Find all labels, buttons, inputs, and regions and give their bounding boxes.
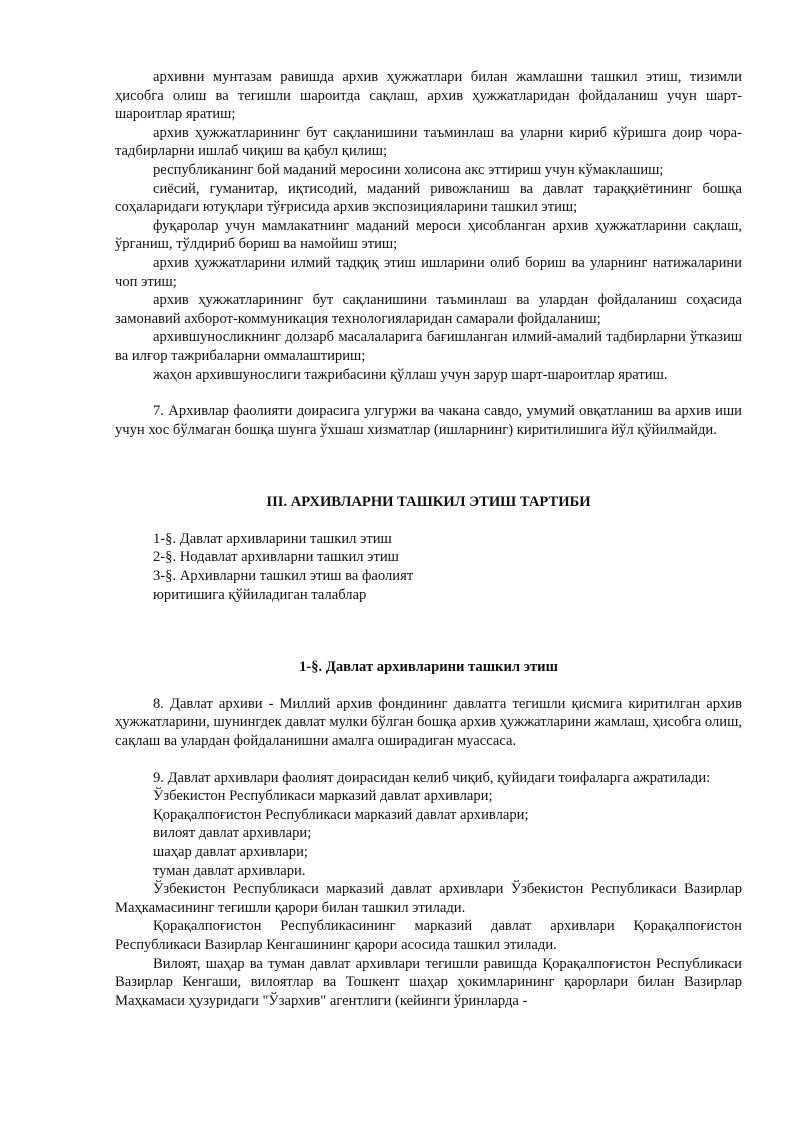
list-item: архив ҳужжатларининг бут сақланишини таъминлаш ва уларни кириб кўришга доир чора-тадбирларни ишлаб чиқиш ва қабул қилиш;: [115, 124, 742, 160]
list-item: туман давлат архивлари.: [153, 862, 306, 879]
list-item: архившуносликнинг долзарб масалаларига бағишланган илмий-амалий тадбирларни ўтказиш ва илғор тажрибаларни оммалаштириш;: [115, 329, 742, 364]
toc-item: юритишига қўйиладиган талаблар: [153, 586, 367, 603]
list-item: республиканинг бой маданий меросини холисона акс эттириш учун кўмаклашиш;: [153, 161, 664, 178]
section-3-title: III. АРХИВЛАРНИ ТАШКИЛ ЭТИШ ТАРТИБИ: [266, 494, 591, 511]
list-item: фуқаролар учун мамлакатнинг маданий мероси ҳисобланган архив ҳужжатларини сақлаш, ўрганиш, тўлдириб бориш ва намойиш этиш;: [115, 217, 742, 253]
toc-item: 1-§. Давлат архивларини ташкил этиш: [153, 530, 392, 547]
section-toc: [115, 530, 742, 604]
toc-item: 2-§. Нодавлат архивларни ташкил этиш: [153, 549, 399, 566]
list-item: архив ҳужжатларини илмий тадқиқ этиш ишларини олиб бориш ва уларнинг натижаларини чоп этиш;: [115, 254, 742, 290]
paragraph-9-intro: 9. Давлат архивлари фаолият доирасидан келиб чиқиб, қуйидаги тоифаларга ажратилади:: [153, 769, 711, 786]
document-page: [115, 68, 742, 1010]
subsection-1-title: 1-§. Давлат архивларини ташкил этиш: [299, 659, 558, 676]
list-item: шаҳар давлат архивлари;: [153, 844, 308, 860]
list-item: сиёсий, гуманитар, иқтисодий, маданий ривожланиш ва давлат тараққиётининг бошқа соҳаларидаги ютуқлари тўғрисида архив экспозицияларини ташкил этиш;: [115, 180, 742, 216]
list-item: Ўзбекистон Республикаси марказий давлат архивлари;: [153, 788, 493, 805]
list-item: жаҳон архившунослиги тажрибасини қўллаш учун зарур шарт-шароитлар яратиш.: [153, 366, 668, 383]
paragraph-7: 7. Архивлар фаолияти доирасига улгуржи ва чакана савдо, умумий овқатланиш ва архив иши учун хос бўлмаган бошқа шунга ўхшаш хизматлар (ишларнинг) киритилишига йўл қўйилмайди.: [115, 403, 742, 438]
tasks-list: [115, 68, 742, 384]
list-item: архив ҳужжатларининг бут сақланишини таъминлаш ва улардан фойдаланиш соҳасида замонавий ахборот-коммуникация технологияларидан самарали фойдаланиш;: [115, 292, 742, 327]
list-item: архивни мунтазам равишда архив ҳужжатлари билан жамлашни ташкил этиш, тизимли ҳисобга олиш ва тегишли шароитда сақлаш, архив ҳужжатларидан фойдаланиш учун шарт-шароитлар яратиш;: [115, 69, 742, 123]
list-item: вилоят давлат архивлари;: [153, 825, 312, 842]
paragraph-9-text: Қорақалпоғистон Республикасининг марказий давлат архивлари Қорақалпоғистон Республикаси Вазирлар Кенгашининг қарори асосида ташкил этилади.: [115, 918, 742, 953]
toc-item: 3-§. Архивларни ташкил этиш ва фаолият: [153, 568, 414, 585]
paragraph-8: 8. Давлат архиви - Миллий архив фондининг давлатга тегишли қисмига киритилган архив ҳужжатларини, шунингдек давлат мулки бўлган бошқа архив ҳужжатларини жамлаш, ҳисобга олиш, сақлаш ва улардан фойдаланишни амалга оширадиган муассаса.: [115, 695, 742, 750]
paragraph-9-text: Вилоят, шаҳар ва туман давлат архивлари тегишли равишда Қорақалпоғистон Республикаси Вазирлар Кенгаши, вилоятлар ва Тошкент шаҳар ҳокимларининг қарорлари билан Вазирлар Маҳкамаси ҳузуридаги "Ўзархив" агентлиги (кейинги ўринларда -: [115, 955, 742, 1009]
list-item: Қорақалпоғистон Республикаси марказий давлат архивлари;: [153, 806, 529, 823]
paragraph-9-text: Ўзбекистон Республикаси марказий давлат архивлари Ўзбекистон Республикаси Вазирлар Маҳкамасининг тегишли қарори билан ташкил этилади.: [115, 881, 742, 916]
